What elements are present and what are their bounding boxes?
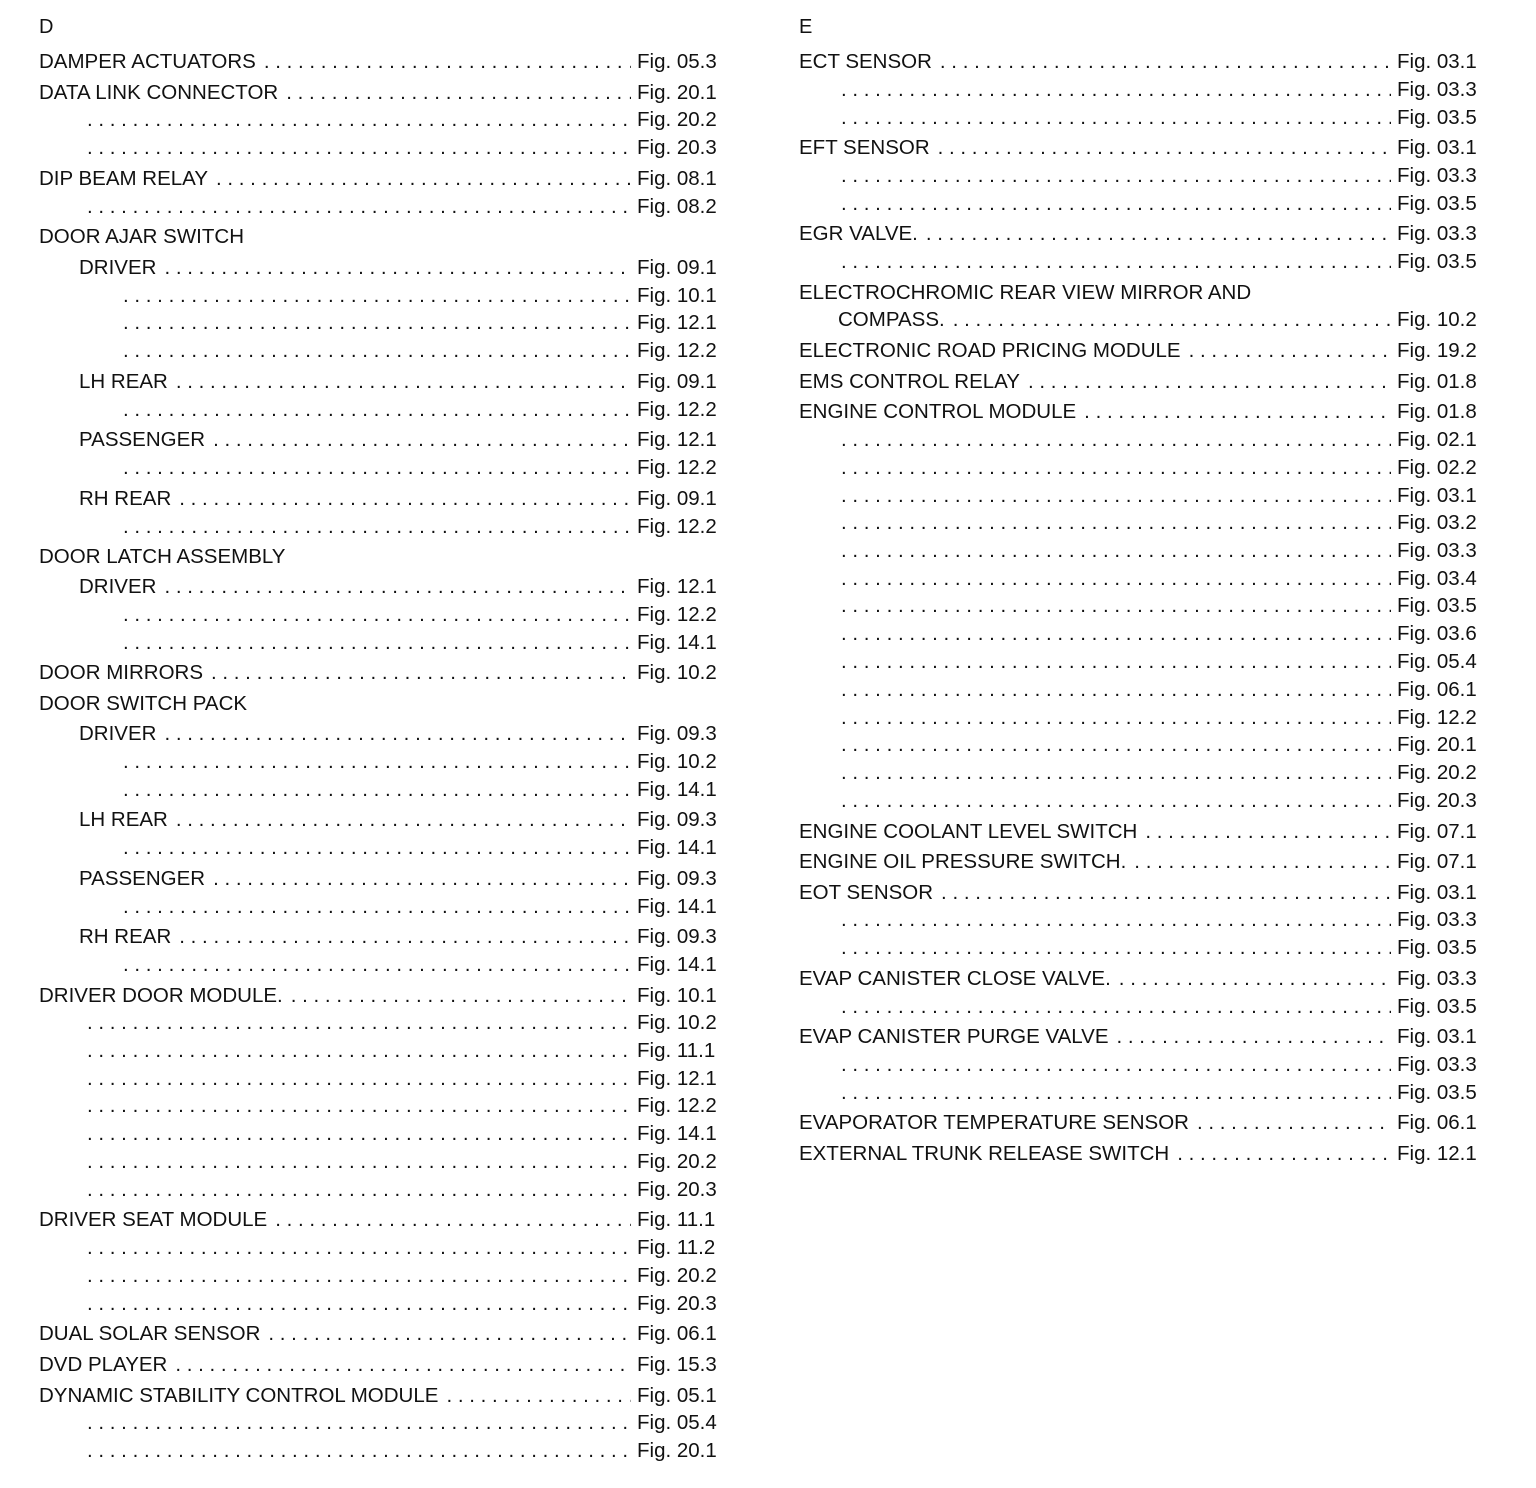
figure-reference: Fig. 01.8 — [1397, 370, 1477, 393]
index-entry — [799, 908, 1483, 932]
index-entry — [39, 456, 723, 480]
entry-label: DATA LINK CONNECTOR — [39, 81, 279, 104]
figure-reference: Fig. 09.1 — [637, 487, 717, 510]
index-entry — [39, 1236, 723, 1260]
index-entry — [799, 1111, 1483, 1135]
figure-reference: Fig. 20.3 — [637, 1178, 717, 1201]
figure-reference: Fig. 20.2 — [1397, 761, 1477, 784]
figure-reference: Fig. 03.5 — [1397, 594, 1477, 617]
figure-reference: Fig. 12.2 — [637, 515, 717, 538]
index-entry — [799, 678, 1483, 702]
index-entry — [39, 1039, 723, 1063]
figure-reference: Fig. 06.1 — [1397, 678, 1477, 701]
index-entry — [39, 428, 723, 452]
index-entry — [799, 733, 1483, 757]
index-entry — [39, 1384, 723, 1408]
figure-reference: Fig. 14.1 — [637, 953, 717, 976]
figure-reference: Fig. 10.2 — [637, 661, 717, 684]
dot-leader — [841, 456, 1391, 480]
figure-reference: Fig. 03.5 — [1397, 250, 1477, 273]
figure-reference: Fig. 03.5 — [1397, 1081, 1477, 1104]
index-entry — [39, 370, 723, 394]
dot-leader — [213, 428, 631, 452]
entry-label: ECT SENSOR — [799, 50, 932, 73]
dot-leader — [123, 750, 631, 774]
figure-reference: Fig. 09.3 — [637, 925, 717, 948]
figure-reference: Fig. 20.1 — [1397, 733, 1477, 756]
index-entry — [799, 50, 1483, 74]
dot-leader — [264, 50, 631, 74]
dot-leader — [87, 1236, 631, 1260]
figure-reference: Fig. 12.2 — [637, 1094, 717, 1117]
dot-leader — [841, 106, 1391, 130]
figure-reference: Fig. 03.5 — [1397, 106, 1477, 129]
dot-leader — [941, 881, 1391, 905]
entry-label: EXTERNAL TRUNK RELEASE SWITCH — [799, 1142, 1170, 1165]
figure-reference: Fig. 12.1 — [637, 311, 717, 334]
entry-label: ELECTROCHROMIC REAR VIEW MIRROR AND — [799, 281, 1252, 304]
figure-reference: Fig. 10.2 — [1397, 308, 1477, 331]
figure-reference: Fig. 12.1 — [637, 428, 717, 451]
index-entry — [799, 164, 1483, 188]
dot-leader — [87, 1411, 631, 1435]
figure-reference: Fig. 05.4 — [637, 1411, 717, 1434]
index-entry — [39, 1150, 723, 1174]
figure-reference: Fig. 12.2 — [637, 339, 717, 362]
figure-reference: Fig. 03.3 — [1397, 539, 1477, 562]
index-entry — [39, 836, 723, 860]
index-entry — [39, 545, 723, 569]
index-entry — [799, 222, 1483, 246]
figure-reference: Fig. 09.3 — [637, 808, 717, 831]
index-entry — [39, 339, 723, 363]
index-entry — [799, 706, 1483, 730]
index-entry — [39, 1322, 723, 1346]
figure-reference: Fig. 12.2 — [637, 398, 717, 421]
entry-label: ENGINE COOLANT LEVEL SWITCH — [799, 820, 1138, 843]
index-entry — [39, 311, 723, 335]
figure-reference: Fig. 08.2 — [637, 195, 717, 218]
index-entry — [39, 225, 723, 249]
dot-leader — [841, 995, 1391, 1019]
index-entry — [39, 398, 723, 422]
figure-reference: Fig. 07.1 — [1397, 820, 1477, 843]
entry-label: DOOR LATCH ASSEMBLY — [39, 545, 286, 568]
figure-reference: Fig. 11.1 — [637, 1208, 716, 1231]
figure-reference: Fig. 11.1 — [637, 1039, 716, 1062]
index-entry — [799, 370, 1483, 394]
index-entry — [39, 575, 723, 599]
index-entry — [799, 308, 1483, 332]
figure-reference: Fig. 09.3 — [637, 867, 717, 890]
index-entry — [39, 1411, 723, 1435]
index-entry — [799, 820, 1483, 844]
index-entry — [39, 1292, 723, 1316]
index-entry — [39, 256, 723, 280]
index-entry — [39, 50, 723, 74]
section-letter: D — [39, 16, 54, 38]
dot-leader — [1117, 1025, 1392, 1049]
figure-reference: Fig. 14.1 — [637, 631, 717, 654]
index-entry — [39, 136, 723, 160]
entry-label: EVAP CANISTER CLOSE VALVE. — [799, 967, 1111, 990]
dot-leader — [123, 515, 631, 539]
dot-leader — [938, 136, 1391, 160]
index-entry — [39, 1094, 723, 1118]
figure-reference: Fig. 03.3 — [1397, 222, 1477, 245]
entry-label: DRIVER SEAT MODULE — [39, 1208, 268, 1231]
dot-leader — [213, 867, 631, 891]
dot-leader — [268, 1322, 631, 1346]
index-entry — [39, 1353, 723, 1377]
entry-label: EMS CONTROL RELAY — [799, 370, 1020, 393]
dot-leader — [123, 836, 631, 860]
figure-reference: Fig. 12.2 — [637, 603, 717, 626]
index-entry — [799, 281, 1483, 305]
entry-label: EGR VALVE. — [799, 222, 918, 245]
entry-label: ELECTRONIC ROAD PRICING MODULE — [799, 339, 1181, 362]
dot-leader — [175, 1353, 631, 1377]
entry-label: DOOR AJAR SWITCH — [39, 225, 245, 248]
dot-leader — [123, 398, 631, 422]
index-entry — [39, 984, 723, 1008]
dot-leader — [940, 50, 1391, 74]
index-entry — [39, 631, 723, 655]
dot-leader — [87, 1150, 631, 1174]
dot-leader — [211, 661, 631, 685]
dot-leader — [87, 1292, 631, 1316]
figure-reference: Fig. 03.3 — [1397, 1053, 1477, 1076]
figure-reference: Fig. 20.2 — [637, 108, 717, 131]
figure-reference: Fig. 03.5 — [1397, 192, 1477, 215]
dot-leader — [1197, 1111, 1391, 1135]
figure-reference: Fig. 03.5 — [1397, 995, 1477, 1018]
figure-reference: Fig. 08.1 — [637, 167, 717, 190]
figure-reference: Fig. 15.3 — [637, 1353, 717, 1376]
dot-leader — [123, 778, 631, 802]
figure-reference: Fig. 03.3 — [1397, 78, 1477, 101]
dot-leader — [1134, 850, 1391, 874]
dot-leader — [216, 167, 631, 191]
entry-label: EOT SENSOR — [799, 881, 934, 904]
dot-leader — [87, 136, 631, 160]
figure-reference: Fig. 14.1 — [637, 836, 717, 859]
dot-leader — [841, 192, 1391, 216]
dot-leader — [87, 1264, 631, 1288]
figure-reference: Fig. 03.4 — [1397, 567, 1477, 590]
dot-leader — [841, 484, 1391, 508]
dot-leader — [446, 1384, 631, 1408]
entry-label: DUAL SOLAR SENSOR — [39, 1322, 261, 1345]
entry-label: ENGINE CONTROL MODULE — [799, 400, 1077, 423]
dot-leader — [291, 984, 631, 1008]
index-entry — [799, 484, 1483, 508]
dot-leader — [123, 631, 631, 655]
dot-leader — [176, 370, 631, 394]
index-entry — [39, 692, 723, 716]
entry-label: LH REAR — [79, 370, 168, 393]
dot-leader — [841, 706, 1391, 730]
figure-reference: Fig. 09.1 — [637, 256, 717, 279]
figure-reference: Fig. 03.6 — [1397, 622, 1477, 645]
entry-label: DOOR MIRRORS — [39, 661, 203, 684]
figure-reference: Fig. 20.1 — [637, 81, 717, 104]
dot-leader — [1177, 1142, 1391, 1166]
figure-reference: Fig. 09.3 — [637, 722, 717, 745]
dot-leader — [87, 1178, 631, 1202]
section-letter: E — [799, 16, 813, 38]
figure-reference: Fig. 12.1 — [1397, 1142, 1477, 1165]
figure-reference: Fig. 19.2 — [1397, 339, 1477, 362]
index-entry — [799, 136, 1483, 160]
index-entry — [39, 895, 723, 919]
figure-reference: Fig. 10.2 — [637, 1011, 717, 1034]
entry-label: RH REAR — [79, 925, 172, 948]
dot-leader — [1028, 370, 1391, 394]
dot-leader — [123, 339, 631, 363]
dot-leader — [926, 222, 1391, 246]
dot-leader — [841, 761, 1391, 785]
dot-leader — [841, 678, 1391, 702]
figure-reference: Fig. 20.3 — [1397, 789, 1477, 812]
figure-reference: Fig. 11.2 — [637, 1236, 716, 1259]
dot-leader — [1119, 967, 1391, 991]
index-entry — [799, 78, 1483, 102]
index-entry — [799, 567, 1483, 591]
dot-leader — [841, 539, 1391, 563]
index-entry — [39, 661, 723, 685]
figure-reference: Fig. 20.3 — [637, 136, 717, 159]
entry-label: DIP BEAM RELAY — [39, 167, 208, 190]
index-entry — [799, 250, 1483, 274]
dot-leader — [841, 428, 1391, 452]
index-entry — [799, 622, 1483, 646]
index-entry — [799, 1053, 1483, 1077]
index-entry — [799, 936, 1483, 960]
entry-label: ENGINE OIL PRESSURE SWITCH. — [799, 850, 1127, 873]
dot-leader — [841, 733, 1391, 757]
figure-reference: Fig. 03.3 — [1397, 908, 1477, 931]
index-entry — [39, 1011, 723, 1035]
entry-label: DVD PLAYER — [39, 1353, 168, 1376]
index-entry — [39, 722, 723, 746]
figure-reference: Fig. 05.1 — [637, 1384, 717, 1407]
dot-leader — [841, 250, 1391, 274]
dot-leader — [123, 603, 631, 627]
index-entry — [799, 1142, 1483, 1166]
dot-leader — [123, 895, 631, 919]
index-entry — [39, 1067, 723, 1091]
entry-label: RH REAR — [79, 487, 172, 510]
figure-reference: Fig. 12.1 — [637, 1067, 717, 1090]
figure-reference: Fig. 20.2 — [637, 1264, 717, 1287]
index-entry — [799, 881, 1483, 905]
entry-label: PASSENGER — [79, 867, 206, 890]
dot-leader — [841, 511, 1391, 535]
index-entry — [39, 1208, 723, 1232]
figure-reference: Fig. 05.4 — [1397, 650, 1477, 673]
dot-leader — [841, 650, 1391, 674]
index-entry — [39, 867, 723, 891]
dot-leader — [841, 622, 1391, 646]
dot-leader — [275, 1208, 631, 1232]
index-entry — [799, 456, 1483, 480]
entry-label: COMPASS. — [838, 308, 945, 331]
figure-reference: Fig. 07.1 — [1397, 850, 1477, 873]
dot-leader — [1189, 339, 1391, 363]
dot-leader — [87, 1039, 631, 1063]
entry-label: EVAP CANISTER PURGE VALVE — [799, 1025, 1109, 1048]
dot-leader — [164, 575, 631, 599]
dot-leader — [87, 1067, 631, 1091]
figure-reference: Fig. 12.1 — [637, 575, 717, 598]
figure-reference: Fig. 12.2 — [637, 456, 717, 479]
dot-leader — [123, 311, 631, 335]
dot-leader — [123, 284, 631, 308]
figure-reference: Fig. 14.1 — [637, 778, 717, 801]
index-entry — [39, 515, 723, 539]
index-entry — [39, 1178, 723, 1202]
index-entry — [799, 761, 1483, 785]
dot-leader — [841, 1081, 1391, 1105]
index-entry — [39, 487, 723, 511]
index-entry — [39, 925, 723, 949]
dot-leader — [176, 808, 631, 832]
dot-leader — [87, 1094, 631, 1118]
entry-label: DRIVER — [79, 256, 157, 279]
figure-reference: Fig. 14.1 — [637, 895, 717, 918]
index-entry — [39, 1122, 723, 1146]
index-entry — [799, 539, 1483, 563]
figure-reference: Fig. 03.1 — [1397, 50, 1477, 73]
dot-leader — [1084, 400, 1391, 424]
index-entry — [799, 1081, 1483, 1105]
entry-label: LH REAR — [79, 808, 168, 831]
index-entry — [799, 192, 1483, 216]
entry-label: DYNAMIC STABILITY CONTROL MODULE — [39, 1384, 439, 1407]
entry-label: DRIVER — [79, 575, 157, 598]
index-entry — [39, 1264, 723, 1288]
figure-reference: Fig. 10.1 — [637, 984, 717, 1007]
entry-label: EFT SENSOR — [799, 136, 930, 159]
entry-label: DRIVER — [79, 722, 157, 745]
figure-reference: Fig. 03.5 — [1397, 936, 1477, 959]
figure-reference: Fig. 12.2 — [1397, 706, 1477, 729]
figure-reference: Fig. 10.2 — [637, 750, 717, 773]
dot-leader — [953, 308, 1391, 332]
entry-label: EVAPORATOR TEMPERATURE SENSOR — [799, 1111, 1189, 1134]
dot-leader — [87, 1011, 631, 1035]
index-entry — [799, 995, 1483, 1019]
dot-leader — [164, 256, 631, 280]
index-entry — [799, 339, 1483, 363]
entry-label: DOOR SWITCH PACK — [39, 692, 248, 715]
dot-leader — [87, 1439, 631, 1463]
index-entry — [799, 1025, 1483, 1049]
index-entry — [799, 511, 1483, 535]
figure-reference: Fig. 09.1 — [637, 370, 717, 393]
figure-reference: Fig. 20.2 — [637, 1150, 717, 1173]
index-entry — [39, 195, 723, 219]
dot-leader — [164, 722, 631, 746]
index-entry — [799, 594, 1483, 618]
figure-reference: Fig. 10.1 — [637, 284, 717, 307]
dot-leader — [841, 1053, 1391, 1077]
index-entry — [39, 108, 723, 132]
dot-leader — [123, 456, 631, 480]
figure-reference: Fig. 03.1 — [1397, 136, 1477, 159]
figure-reference: Fig. 01.8 — [1397, 400, 1477, 423]
index-entry — [799, 400, 1483, 424]
figure-reference: Fig. 02.2 — [1397, 456, 1477, 479]
dot-leader — [1145, 820, 1391, 844]
dot-leader — [179, 925, 631, 949]
dot-leader — [87, 195, 631, 219]
figure-reference: Fig. 02.1 — [1397, 428, 1477, 451]
figure-reference: Fig. 03.1 — [1397, 484, 1477, 507]
index-entry — [799, 850, 1483, 874]
dot-leader — [179, 487, 631, 511]
index-entry — [799, 106, 1483, 130]
entry-label: DRIVER DOOR MODULE. — [39, 984, 283, 1007]
index-entry — [799, 650, 1483, 674]
index-entry — [799, 967, 1483, 991]
dot-leader — [841, 164, 1391, 188]
dot-leader — [841, 567, 1391, 591]
entry-label: DAMPER ACTUATORS — [39, 50, 256, 73]
figure-reference: Fig. 03.1 — [1397, 881, 1477, 904]
dot-leader — [841, 936, 1391, 960]
dot-leader — [841, 78, 1391, 102]
index-entry — [39, 750, 723, 774]
figure-reference: Fig. 03.1 — [1397, 1025, 1477, 1048]
dot-leader — [286, 81, 631, 105]
dot-leader — [87, 1122, 631, 1146]
entry-label: PASSENGER — [79, 428, 206, 451]
figure-reference: Fig. 20.1 — [637, 1439, 717, 1462]
figure-reference: Fig. 06.1 — [637, 1322, 717, 1345]
figure-reference: Fig. 03.2 — [1397, 511, 1477, 534]
index-entry — [39, 808, 723, 832]
index-entry — [39, 778, 723, 802]
index-entry — [39, 81, 723, 105]
dot-leader — [841, 908, 1391, 932]
figure-reference: Fig. 03.3 — [1397, 164, 1477, 187]
figure-reference: Fig. 03.3 — [1397, 967, 1477, 990]
dot-leader — [841, 789, 1391, 813]
dot-leader — [87, 108, 631, 132]
index-entry — [39, 167, 723, 191]
dot-leader — [841, 594, 1391, 618]
figure-reference: Fig. 20.3 — [637, 1292, 717, 1315]
dot-leader — [123, 953, 631, 977]
figure-reference: Fig. 14.1 — [637, 1122, 717, 1145]
index-entry — [39, 603, 723, 627]
index-entry — [39, 1439, 723, 1463]
figure-reference: Fig. 06.1 — [1397, 1111, 1477, 1134]
index-entry — [799, 428, 1483, 452]
index-entry — [799, 789, 1483, 813]
index-entry — [39, 953, 723, 977]
figure-reference: Fig. 05.3 — [637, 50, 717, 73]
index-entry — [39, 284, 723, 308]
